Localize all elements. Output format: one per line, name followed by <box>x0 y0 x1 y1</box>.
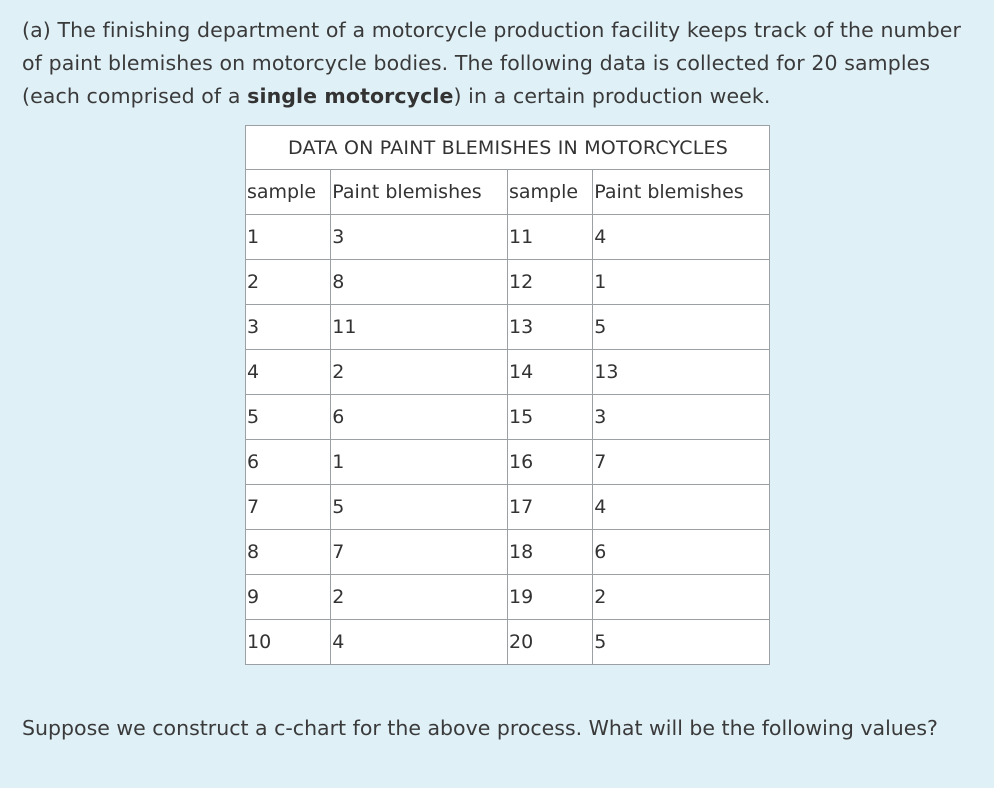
problem-statement <box>22 14 982 113</box>
table-row <box>246 575 770 620</box>
table-row <box>246 395 770 440</box>
cell-sample: 14 <box>507 350 592 395</box>
table-header-row <box>246 170 770 215</box>
table-row <box>246 350 770 395</box>
cell-blemishes: 3 <box>331 215 508 260</box>
table-row <box>246 440 770 485</box>
cell-sample: 7 <box>246 485 331 530</box>
cell-blemishes: 6 <box>331 395 508 440</box>
cell-blemishes: 3 <box>593 395 770 440</box>
cell-blemishes: 13 <box>593 350 770 395</box>
cell-blemishes: 2 <box>331 350 508 395</box>
cell-blemishes: 5 <box>593 620 770 665</box>
cell-blemishes: 2 <box>593 575 770 620</box>
cell-blemishes: 1 <box>331 440 508 485</box>
blemish-data-table <box>245 125 770 665</box>
table-row <box>246 530 770 575</box>
cell-blemishes: 5 <box>331 485 508 530</box>
cell-sample: 16 <box>507 440 592 485</box>
table-row <box>246 215 770 260</box>
question-text: Suppose we construct a c-chart for the above process. What will be the following values? <box>22 716 938 740</box>
cell-blemishes: 5 <box>593 305 770 350</box>
cell-sample: 9 <box>246 575 331 620</box>
header-sample-1: sample <box>246 170 331 215</box>
cell-blemishes: 4 <box>593 485 770 530</box>
cell-sample: 4 <box>246 350 331 395</box>
cell-blemishes: 1 <box>593 260 770 305</box>
cell-sample: 3 <box>246 305 331 350</box>
cell-blemishes: 4 <box>331 620 508 665</box>
cell-sample: 18 <box>507 530 592 575</box>
table-row <box>246 260 770 305</box>
cell-sample: 13 <box>507 305 592 350</box>
header-blemishes-1: Paint blemishes <box>331 170 508 215</box>
cell-blemishes: 8 <box>331 260 508 305</box>
cell-sample: 5 <box>246 395 331 440</box>
cell-sample: 8 <box>246 530 331 575</box>
header-blemishes-2: Paint blemishes <box>593 170 770 215</box>
table-row <box>246 305 770 350</box>
problem-text-start: (a) The finishing department of a motorcycle production facility keeps track of the number of paint blemishes on motorcycle bodies. The following data is collected for 20 samples (each comprised of a <box>22 18 962 108</box>
cell-sample: 10 <box>246 620 331 665</box>
cell-sample: 12 <box>507 260 592 305</box>
table-title: DATA ON PAINT BLEMISHES IN MOTORCYCLES <box>246 126 770 170</box>
cell-blemishes: 6 <box>593 530 770 575</box>
cell-sample: 20 <box>507 620 592 665</box>
cell-blemishes: 11 <box>331 305 508 350</box>
cell-blemishes: 2 <box>331 575 508 620</box>
cell-sample: 6 <box>246 440 331 485</box>
problem-text-end: ) in a certain production week. <box>453 84 771 108</box>
cell-blemishes: 7 <box>593 440 770 485</box>
cell-sample: 1 <box>246 215 331 260</box>
table-row <box>246 485 770 530</box>
table-title-row <box>246 126 770 170</box>
problem-text-emphasis: single motorcycle <box>247 84 454 108</box>
cell-sample: 2 <box>246 260 331 305</box>
cell-sample: 15 <box>507 395 592 440</box>
table-row <box>246 620 770 665</box>
cell-sample: 17 <box>507 485 592 530</box>
cell-blemishes: 4 <box>593 215 770 260</box>
cell-blemishes: 7 <box>331 530 508 575</box>
cell-sample: 19 <box>507 575 592 620</box>
cell-sample: 11 <box>507 215 592 260</box>
header-sample-2: sample <box>507 170 592 215</box>
